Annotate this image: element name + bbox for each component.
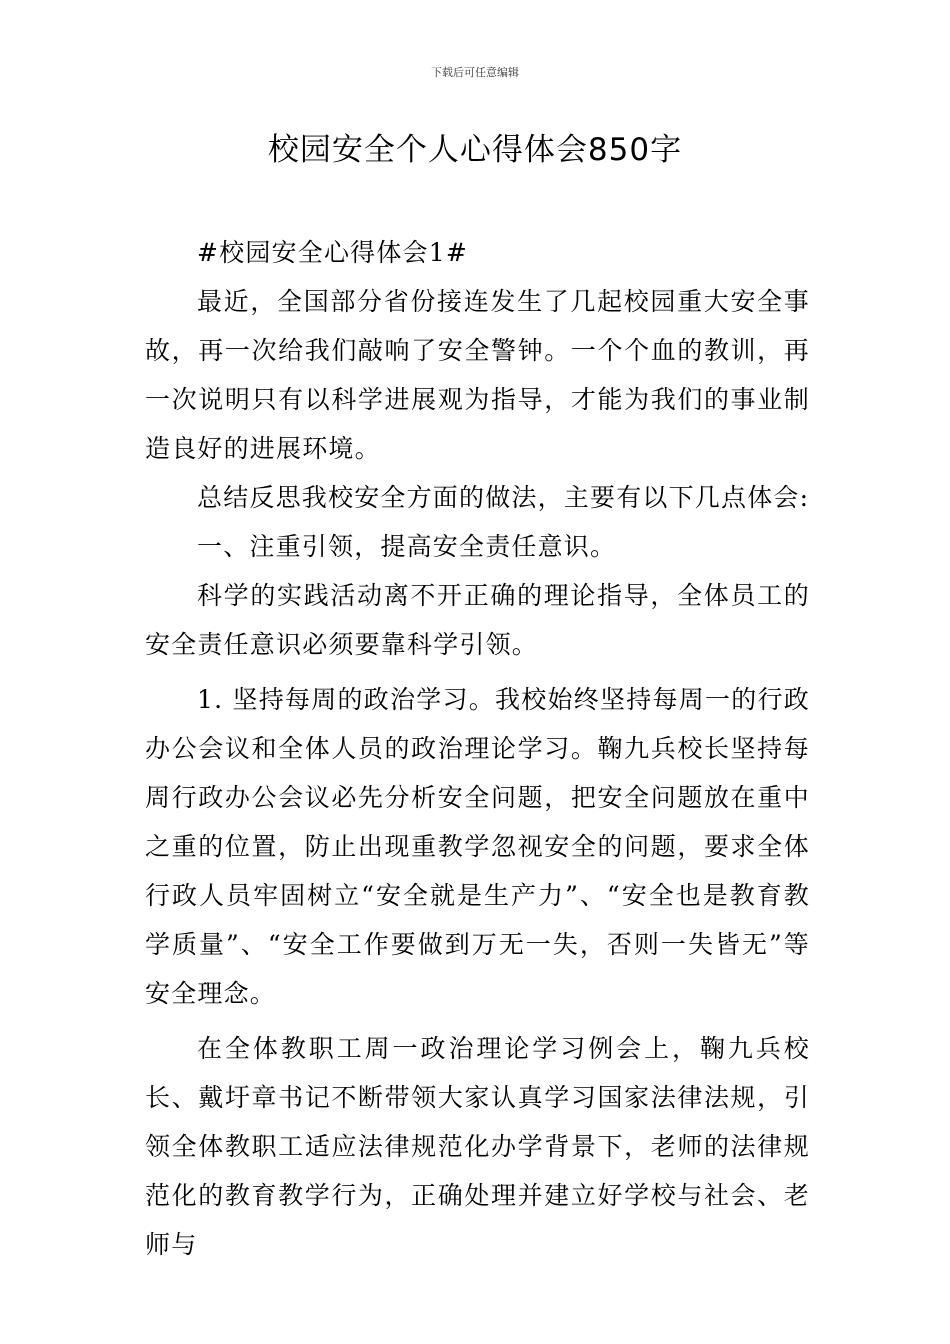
paragraph-section-heading: #校园安全心得体会1# <box>197 238 469 267</box>
document-body <box>145 228 810 1269</box>
paragraph: 一、注重引领，提高安全责任意识。 <box>197 532 617 561</box>
document-title: 校园安全个人心得体会850字 <box>267 132 683 168</box>
paragraph: 在全体教职工周一政治理论学习例会上，鞠九兵校长、戴圩章书记不断带领大家认真学习国家法律法规，引领全体教职工适应法律规范化办学背景下，老师的法律规范化的教育教学行为，正确处理并建立好学校与社会、老师与 <box>145 1034 810 1259</box>
paragraph: 1. 坚持每周的政治学习。我校始终坚持每周一的行政办公会议和全体人员的政治理论学习。鞠九兵校长坚持每周行政办公会议必先分析安全问题，把安全问题放在重中之重的位置，防止出现重教学忽视安全的问题，要求全体行政人员牢固树立“安全就是生产力”、“安全也是教育教学质量”、“安全工作要做到万无一失，否则一失皆无”等安全理念。 <box>145 685 810 1008</box>
paragraph: 科学的实践活动离不开正确的理论指导，全体员工的安全责任意识必须要靠科学引领。 <box>145 581 810 659</box>
paragraph: 总结反思我校安全方面的做法，主要有以下几点体会: <box>197 483 810 512</box>
header-note: 下载后可任意编辑 <box>431 66 519 79</box>
paragraph: 最近，全国部分省份接连发生了几起校园重大安全事故，再一次给我们敲响了安全警钟。一个个血的教训，再一次说明只有以科学进展观为指导，才能为我们的事业制造良好的进展环境。 <box>145 287 810 463</box>
